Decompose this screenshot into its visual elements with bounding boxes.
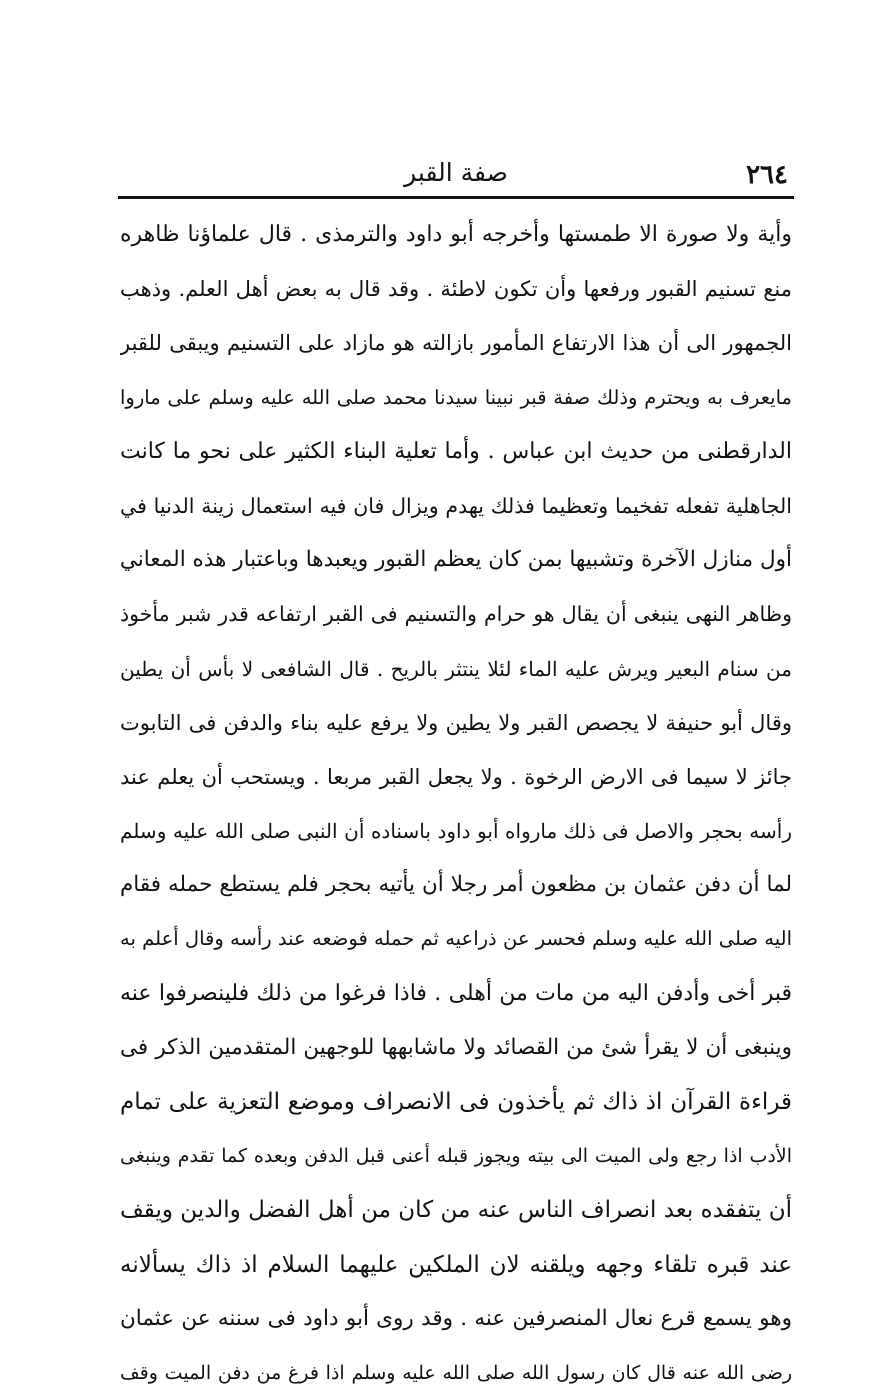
text-line: رضى الله عنه قال كان رسول الله صلى الله عليه وسلم اذا فرغ من دفن الميت وقف — [120, 1361, 792, 1384]
text-line: الدارقطنى من حديث ابن عباس . وأما تعلية البناء الكثير على نحو ما كانت — [120, 438, 792, 464]
text-line: أول منازل الآخرة وتشبيها بمن كان يعظم القبور ويعبدها وباعتبار هذه المعاني — [120, 547, 792, 573]
text-line: اليه صلى الله عليه وسلم فحسر عن ذراعيه ثم حمله فوضعه عند رأسه وقال أعلم به — [120, 927, 792, 951]
text-line: وأية ولا صورة الا طمستها وأخرجه أبو داود والترمذى . قال علماؤنا ظاهره — [120, 222, 792, 247]
running-title: صفة القبر — [404, 158, 508, 187]
text-line: من سنام البعير ويرش عليه الماء لئلا ينتثر بالريح . قال الشافعى لا بأس أن يطين — [120, 656, 792, 681]
body-text — [120, 208, 792, 1400]
text-line: رأسه بحجر والاصل فى ذلك مارواه أبو داود باسناده أن النبى صلى الله عليه وسلم — [120, 819, 792, 844]
text-line: الجمهور الى أن هذا الارتفاع المأمور بازالته هو مازاد على التسنيم ويبقى للقبر — [120, 331, 792, 356]
text-line: الجاهلية تفعله تفخيما وتعظيما فذلك يهدم ويزال فان فيه استعمال زينة الدنيا في — [120, 493, 792, 518]
text-line: جائز لا سيما فى الارض الرخوة . ولا يجعل القبر مربعا . ويستحب أن يعلم عند — [120, 764, 792, 789]
text-line: وقال أبو حنيفة لا يجصص القبر ولا يطين ولا يرفع عليه بناء والدفن فى التابوت — [120, 710, 792, 735]
text-line: أن يتفقده بعد انصراف الناس عنه من كان من أهل الفضل والدين ويقف — [120, 1197, 792, 1224]
text-line: وهو يسمع قرع نعال المنصرفين عنه . وقد روى أبو داود فى سننه عن عثمان — [120, 1305, 792, 1331]
page-header — [118, 152, 794, 194]
text-line: وظاهر النهى ينبغى أن يقال هو حرام والتسنيم فى القبر ارتفاعه قدر شبر مأخوذ — [120, 602, 792, 627]
page-number: ٢٦٤ — [746, 160, 788, 190]
text-line: قراءة القرآن اذ ذاك ثم يأخذون فى الانصراف وموضع التعزية على تمام — [120, 1089, 792, 1115]
text-line: منع تسنيم القبور ورفعها وأن تكون لاطئة . وقد قال به بعض أهل العلم. وذهب — [120, 277, 792, 302]
header-rule — [118, 196, 794, 199]
text-line: الأدب اذا رجع ولى الميت الى بيته ويجوز قبله أعنى قبل الدفن وبعده كما تقدم وينبغى — [120, 1145, 792, 1168]
text-line: لما أن دفن عثمان بن مظعون أمر رجلا أن يأتيه بحجر فلم يستطع حمله فقام — [120, 872, 792, 898]
text-line: قبر أخى وأدفن اليه من مات من أهلى . فاذا فرغوا من ذلك فلينصرفوا عنه — [120, 980, 792, 1006]
text-line: مايعرف به ويحترم وذلك صفة قبر نبينا سيدنا محمد صلى الله عليه وسلم على ماروا — [120, 385, 792, 409]
text-line: عند قبره تلقاء وجهه ويلقنه لان الملكين عليهما السلام اذ ذاك يسألانه — [120, 1251, 792, 1278]
text-line: وينبغى أن لا يقرأ شئ من القصائد ولا ماشابهها للوجهين المتقدمين الذكر فى — [120, 1034, 792, 1060]
